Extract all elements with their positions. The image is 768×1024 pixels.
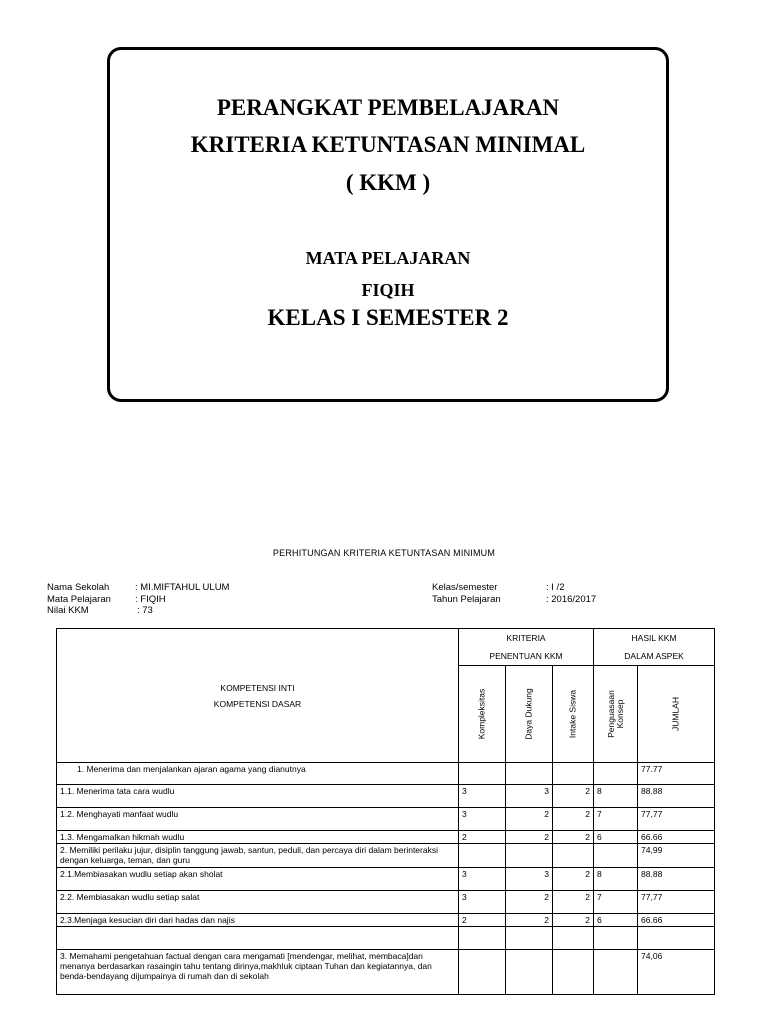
row-kompleksitas-cell: 3 [459, 868, 506, 891]
row-kompleksitas-cell: 3 [459, 808, 506, 831]
row-intake-cell: 2 [553, 891, 594, 914]
row-competency-text: 1.1. Menerima tata cara wudlu [57, 785, 459, 808]
table-row [57, 927, 715, 950]
info-kkm [47, 605, 153, 616]
cover-title-line3: ( KKM ) [345, 170, 431, 195]
row-kompleksitas-cell: 3 [459, 891, 506, 914]
row-competency-text: 2.2. Membiasakan wudlu setiap salat [57, 891, 459, 914]
header-kd: KOMPETENSI DASAR [213, 698, 302, 709]
row-intake-cell: 2 [553, 868, 594, 891]
row-jumlah-cell: 88.88 [638, 785, 715, 808]
row-jumlah-cell: 77.77 [638, 763, 715, 785]
row-penguasaan-cell [594, 844, 638, 868]
info-subject-label: Mata Pelajaran [47, 594, 111, 605]
cover-title-line2: KRITERIA KETUNTASAN MINIMAL [190, 132, 586, 157]
table-row [57, 914, 715, 927]
row-intake-cell [553, 927, 594, 950]
table-row [57, 950, 715, 995]
row-jumlah-cell: 66.66 [638, 831, 715, 844]
row-intake-cell [553, 950, 594, 995]
table-row [57, 844, 715, 868]
row-penguasaan-cell: 8 [594, 785, 638, 808]
table-row [57, 785, 715, 808]
row-competency-text: 1.3. Mengamalkan hikmah wudlu [57, 831, 459, 844]
row-penguasaan-cell: 6 [594, 831, 638, 844]
row-competency-text: 1. Menerima dan menjalankan ajaran agama yang dianutnya [57, 763, 459, 785]
row-daya-dukung-cell: 3 [506, 868, 553, 891]
calc-title: PERHITUNGAN KRITERIA KETUNTASAN MINIMUM [272, 548, 496, 558]
row-intake-cell: 2 [553, 785, 594, 808]
header-jumlah [638, 666, 715, 763]
row-daya-dukung-cell: 2 [506, 831, 553, 844]
row-penguasaan-cell: 7 [594, 891, 638, 914]
row-kompleksitas-cell: 2 [459, 914, 506, 927]
header-kriteria-2: PENENTUAN KKM [459, 647, 594, 666]
header-kompetensi [57, 629, 459, 763]
row-daya-dukung-cell: 2 [506, 891, 553, 914]
row-jumlah-cell: 74,99 [638, 844, 715, 868]
row-kompleksitas-cell [459, 763, 506, 785]
row-kompleksitas-cell [459, 927, 506, 950]
header-hasil-1: HASIL KKM [594, 629, 715, 648]
row-daya-dukung-cell: 3 [506, 785, 553, 808]
row-kompleksitas-cell [459, 950, 506, 995]
header-penguasaan-text [607, 690, 625, 738]
cover-box [107, 47, 669, 402]
header-ki: KOMPETENSI INTI [220, 682, 295, 693]
table-header-row-1 [57, 629, 715, 648]
info-subject-value: : FIQIH [135, 594, 166, 605]
cover-subject: FIQIH [361, 280, 415, 300]
table-row [57, 831, 715, 844]
row-competency-text: 1.2. Menghayati manfaat wudlu [57, 808, 459, 831]
row-intake-cell [553, 763, 594, 785]
header-hasil-2: DALAM ASPEK [594, 647, 715, 666]
header-penguasaan-line1: Penguasaan [605, 690, 616, 738]
table-row [57, 808, 715, 831]
row-jumlah-cell: 74,06 [638, 950, 715, 995]
row-intake-cell [553, 844, 594, 868]
row-daya-dukung-cell [506, 763, 553, 785]
info-class [432, 582, 564, 593]
row-competency-text: 2.3.Menjaga kesucian diri dari hadas dan najis [57, 914, 459, 927]
header-intake-text: Intake Siswa [567, 689, 578, 739]
row-penguasaan-cell [594, 763, 638, 785]
header-kriteria-1: KRITERIA [459, 629, 594, 648]
row-competency-text: 2. Memiliki perilaku jujur, disiplin tanggung jawab, santun, peduli, dan percaya diri dalam berinteraksi dengan keluarga, teman, dan guru [57, 844, 459, 868]
row-kompleksitas-cell [459, 844, 506, 868]
row-penguasaan-cell: 6 [594, 914, 638, 927]
header-intake [553, 666, 594, 763]
info-year [432, 594, 596, 605]
info-kkm-value: : 73 [137, 605, 153, 616]
row-kompleksitas-cell: 3 [459, 785, 506, 808]
row-daya-dukung-cell: 2 [506, 914, 553, 927]
info-year-value: : 2016/2017 [546, 594, 597, 605]
row-penguasaan-cell [594, 927, 638, 950]
row-daya-dukung-cell [506, 844, 553, 868]
header-daya-dukung [506, 666, 553, 763]
table-row [57, 891, 715, 914]
info-class-label: Kelas/semester [432, 582, 498, 593]
row-penguasaan-cell [594, 950, 638, 995]
row-intake-cell: 2 [553, 914, 594, 927]
row-penguasaan-cell: 8 [594, 868, 638, 891]
row-daya-dukung-cell [506, 950, 553, 995]
header-kompleksitas-text: Kompleksitas [476, 688, 487, 740]
info-subject [47, 594, 166, 605]
row-jumlah-cell: 77,77 [638, 891, 715, 914]
header-kompleksitas [459, 666, 506, 763]
row-daya-dukung-cell [506, 927, 553, 950]
info-year-label: Tahun Pelajaran [432, 594, 501, 605]
header-penguasaan [594, 666, 638, 763]
info-school-value: : MI.MIFTAHUL ULUM [135, 582, 230, 593]
row-jumlah-cell [638, 927, 715, 950]
kkm-table [56, 628, 715, 995]
info-school [47, 582, 229, 593]
row-intake-cell: 2 [553, 808, 594, 831]
info-kkm-label: Nilai KKM [47, 605, 89, 616]
row-competency-text [57, 927, 459, 950]
cover-class-semester: KELAS I SEMESTER 2 [267, 305, 509, 330]
row-intake-cell: 2 [553, 831, 594, 844]
header-penguasaan-line2: Konsep [614, 699, 625, 729]
row-kompleksitas-cell: 2 [459, 831, 506, 844]
cover-title-line1: PERANGKAT PEMBELAJARAN [216, 95, 560, 120]
row-daya-dukung-cell: 2 [506, 808, 553, 831]
info-school-label: Nama Sekolah [47, 582, 110, 593]
row-jumlah-cell: 77,77 [638, 808, 715, 831]
header-jumlah-text: JUMLAH [670, 696, 681, 732]
info-class-value: : I /2 [546, 582, 565, 593]
row-penguasaan-cell: 7 [594, 808, 638, 831]
table-row [57, 868, 715, 891]
header-daya-dukung-text: Daya Dukung [523, 688, 534, 740]
row-jumlah-cell: 88.88 [638, 868, 715, 891]
row-competency-text: 2.1.Membiasakan wudlu setiap akan sholat [57, 868, 459, 891]
table-row [57, 763, 715, 785]
cover-subject-label: MATA PELAJARAN [305, 248, 471, 268]
row-competency-text: 3. Memahami pengetahuan factual dengan cara mengamati [mendengar, melihat, membaca]dan menanya berdasarkan rasaingin tahu tentang dirinya,makhluk ciptaan Tuhan dan kegiatannya, dan benda-bendayang dijumpainya di rumah dan di sekolah [57, 950, 459, 995]
row-jumlah-cell: 66.66 [638, 914, 715, 927]
